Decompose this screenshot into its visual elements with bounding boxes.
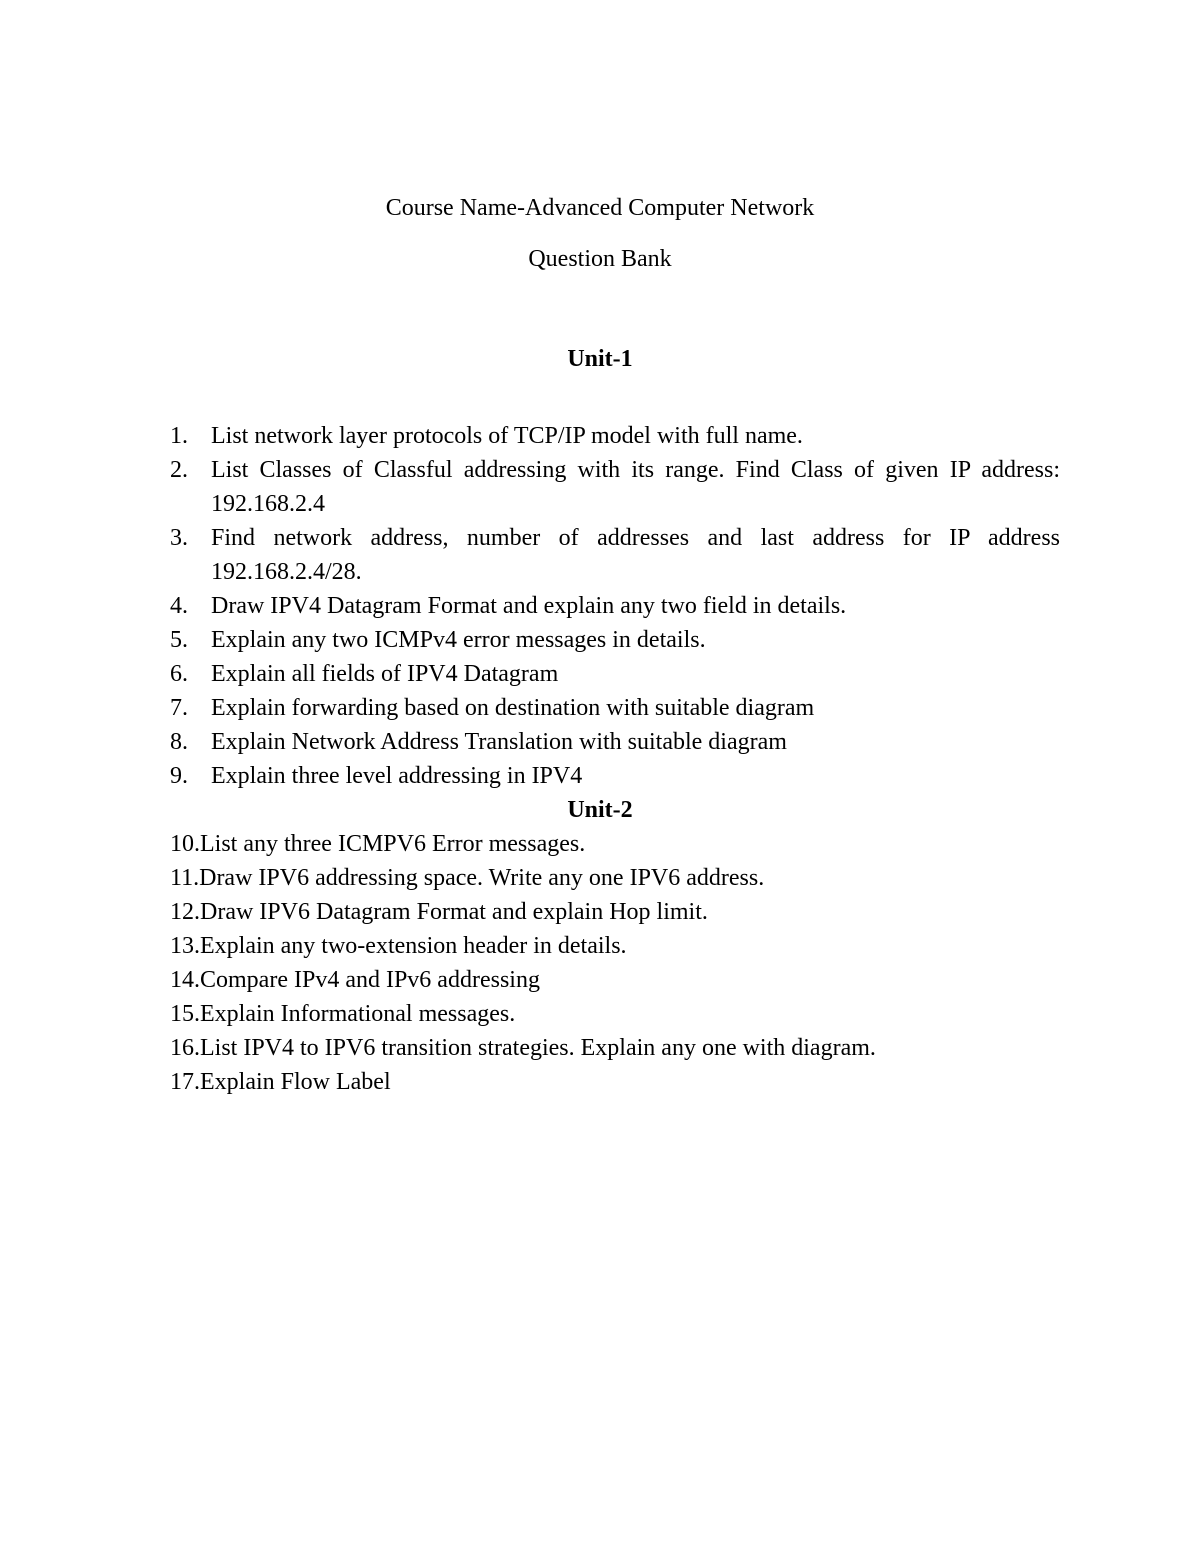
question-number: 14. <box>170 967 200 993</box>
question-text: Explain Informational messages. <box>200 1001 516 1027</box>
question-number: 9. <box>170 763 188 789</box>
unit-2-heading: Unit-2 <box>567 797 633 823</box>
question-item <box>170 929 1060 963</box>
question-number: 2. <box>170 457 188 483</box>
question-text: Explain Flow Label <box>200 1069 391 1095</box>
question-text: List any three ICMPV6 Error messages. <box>200 831 586 857</box>
document-subtitle: Question Bank <box>528 246 672 272</box>
question-item <box>170 691 1060 725</box>
question-text: List IPV4 to IPV6 transition strategies. Explain any one with diagram. <box>200 1035 876 1061</box>
question-item <box>170 827 1060 861</box>
question-item <box>170 521 1060 589</box>
question-item <box>170 1065 1060 1099</box>
question-text: Explain Network Address Translation with suitable diagram <box>211 729 787 755</box>
question-item <box>170 1031 1060 1065</box>
question-text: Explain any two ICMPv4 error messages in details. <box>211 627 706 653</box>
question-text: Explain forwarding based on destination with suitable diagram <box>211 695 815 721</box>
question-text: Draw IPV6 Datagram Format and explain Hop limit. <box>200 899 708 925</box>
question-text: List Classes of Classful addressing with its range. Find Class of given IP address: 192.168.2.4 <box>211 457 1060 517</box>
question-text: Explain all fields of IPV4 Datagram <box>211 661 559 687</box>
question-number: 7. <box>170 695 188 721</box>
question-number: 4. <box>170 593 188 619</box>
question-number: 8. <box>170 729 188 755</box>
question-number: 5. <box>170 627 188 653</box>
course-title: Course Name-Advanced Computer Network <box>385 195 815 221</box>
question-text: List network layer protocols of TCP/IP model with full name. <box>211 423 803 449</box>
question-number: 17. <box>170 1069 200 1095</box>
question-number: 3. <box>170 525 188 551</box>
question-text: Explain any two-extension header in details. <box>200 933 627 959</box>
question-number: 11. <box>170 865 200 891</box>
question-item <box>170 997 1060 1031</box>
question-number: 1. <box>170 423 188 449</box>
question-item <box>170 759 1060 793</box>
question-number: 12. <box>170 899 200 925</box>
question-number: 13. <box>170 933 200 959</box>
unit-1-heading: Unit-1 <box>567 346 633 372</box>
question-item <box>170 963 1060 997</box>
question-item <box>170 623 1060 657</box>
question-number: 15. <box>170 1001 200 1027</box>
question-number: 16. <box>170 1035 200 1061</box>
question-text: Find network address, number of addresses and last address for IP address 192.168.2.4/28. <box>211 525 1060 585</box>
question-item <box>170 657 1060 691</box>
question-text: Draw IPV4 Datagram Format and explain any two field in details. <box>211 593 847 619</box>
question-text: Draw IPV6 addressing space. Write any one IPV6 address. <box>199 865 765 891</box>
question-item <box>170 589 1060 623</box>
question-number: 10. <box>170 831 200 857</box>
question-item <box>170 861 1060 895</box>
question-item <box>170 453 1060 521</box>
question-item <box>170 419 1060 453</box>
question-number: 6. <box>170 661 188 687</box>
question-text: Compare IPv4 and IPv6 addressing <box>200 967 540 993</box>
question-item <box>170 895 1060 929</box>
question-text: Explain three level addressing in IPV4 <box>211 763 583 789</box>
question-item <box>170 725 1060 759</box>
